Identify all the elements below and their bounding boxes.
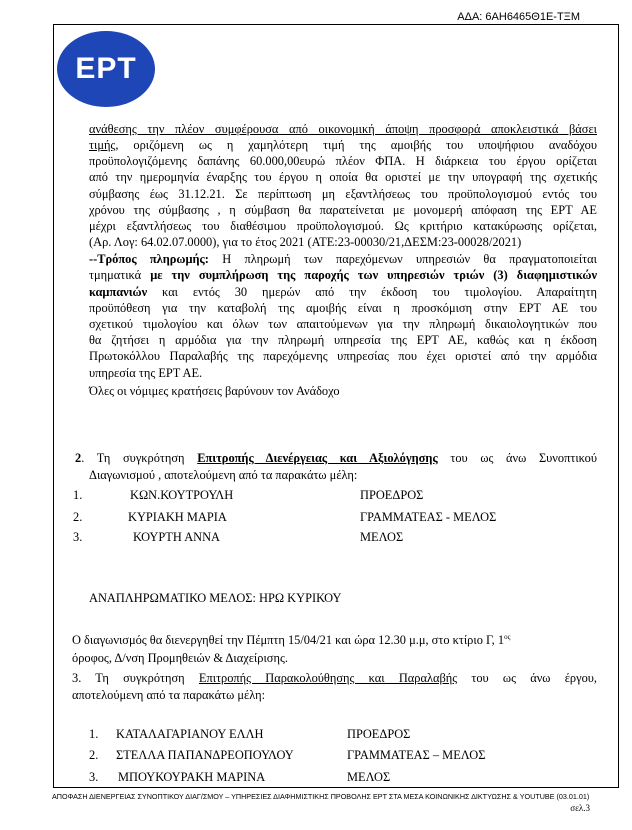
payment-line2: τμηματικά με την συμπλήρωση της παροχής των υπηρεσιών τριών (3) διαφημιστικών [89, 268, 597, 282]
payment-line8: υπηρεσία της ΕΡΤ ΑΕ. [89, 366, 203, 380]
section2-line2: Διαγωνισμού , αποτελούμενη από τα παρακάτω μέλη: [89, 468, 358, 482]
payment-line4: προϋπόθεση για την καταβολή της αμοιβής είναι η προσκόμιση στην ΕΡΤ ΑΕ του [89, 301, 597, 315]
s2-member-number: 3. [73, 530, 83, 544]
s2-member-name: ΚΥΡΙΑΚΗ ΜΑΡΙΑ [128, 510, 227, 524]
section3-line2: αποτελούμενη από τα παρακάτω μέλη: [72, 688, 266, 702]
para1-line8: (Αρ. Λογ: 64.02.07.0000), για το έτος 2021 (ΑΤΕ:23-00030/21,ΔΕΣΜ:23-00028/2021) [89, 235, 522, 249]
payment-line7: Πρωτοκόλλου Παραλαβής της παρεχόμενης υπηρεσίας που έχει οριστεί από την αρμόδια [89, 349, 597, 363]
para1-line5: σύμβασης έως 31.12.21. Σε περίπτωση μη εξαντλήσεως του προϋπολογισμού εντός του [89, 187, 597, 201]
s2-member-name: ΚΟΥΡΤΗ ΑΝΝΑ [133, 530, 220, 544]
para1-line2: τιμής, οριζόμενη ως η χαμηλότερη τιμή της αμοιβής του υποψήφιου αναδόχου [89, 138, 597, 152]
para1-line1: ανάθεσης την πλέον συμφέρουσα από οικονομική άποψη προσφορά αποκλειστικά βάσει [89, 122, 597, 136]
s3-member-name: ΜΠΟΥΚΟΥΡΑΚΗ ΜΑΡΙΝΑ [118, 770, 266, 784]
s3-member-number: 1. [89, 727, 99, 741]
s3-member-number: 3. [89, 770, 99, 784]
para1-line6: χρόνου της σύμβασης , η σύμβαση θα παρατείνεται με μονομερή απόφαση της ΕΡΤ ΑΕ [89, 203, 597, 217]
payment-line5: σχετικού τιμολογίου και όλων των απαιτούμενων για την πληρωμή δικαιολογητικών που [89, 317, 597, 331]
para1-line3: προϋπολογιζόμενης δαπάνης 60.000,00ευρώ πλέον ΦΠΑ. Η διάρκεια του έργου ορίζεται [89, 154, 597, 168]
para1-line7: μέχρι εξαντλήσεως του διαθέσιμου προϋπολογισμού. Ως κριτήριο κατακύρωσης ορίζεται, [89, 219, 597, 233]
payment-line9: Όλες οι νόμιμες κρατήσεις βαρύνουν τον Ανάδοχο [89, 384, 340, 398]
section3-line1: 3. Τη συγκρότηση Επιτροπής Παρακολούθησης και Παραλαβής του ως άνω έργου, [72, 671, 597, 685]
contest-line1: Ο διαγωνισμός θα διενεργηθεί την Πέμπτη 15/04/21 και ώρα 12.30 μ.μ, στο κτίριο Γ, $1^{o\varsigma}$ [72, 632, 511, 647]
s3-member-role: ΓΡΑΜΜΑΤΕΑΣ – ΜΕΛΟΣ [347, 748, 486, 762]
s3-member-name: ΣΤΕΛΛΑ ΠΑΠΑΝΔΡΕΟΠΟΥΛΟΥ [116, 748, 294, 762]
s2-member-number: 1. [73, 488, 83, 502]
payment-line3: καμπανιών και εντός 30 ημερών από την έκδοση του τιμολογίου. Απαραίτητη [89, 285, 597, 299]
ert-logo-text: ΕΡΤ [75, 52, 137, 85]
ada-code: ΑΔΑ: 6ΑΗ6465Θ1Ε-ΤΞΜ [457, 11, 580, 23]
ert-logo [57, 31, 155, 107]
contest-line2: όροφος, Δ/νση Προμηθειών & Διαχείρισης. [72, 651, 288, 665]
s2-member-role: ΓΡΑΜΜΑΤΕΑΣ - ΜΕΛΟΣ [360, 510, 497, 524]
payment-line1: --Τρόπος πληρωμής: Η πληρωμή των παρεχόμενων υπηρεσιών θα πραγματοποιείται [89, 252, 597, 266]
s3-member-role: ΜΕΛΟΣ [347, 770, 391, 784]
payment-line6: θα ζητήσει η αρμόδια για την πληρωμή υπηρεσία της ΕΡΤ ΑΕ, καθώς και η έκδοση [89, 333, 597, 347]
s2-member-role: ΠΡΟΕΔΡΟΣ [360, 488, 424, 502]
s3-member-role: ΠΡΟΕΔΡΟΣ [347, 727, 411, 741]
s2-member-role: ΜΕΛΟΣ [360, 530, 404, 544]
s2-member-number: 2. [73, 510, 83, 524]
para1-line4: από την ημερομηνία έναρξης του έργου η οποία θα οριστεί με την υπογραφή της σχετικής [89, 170, 597, 184]
s3-member-number: 2. [89, 748, 99, 762]
alternate-member: ΑΝΑΠΛΗΡΩΜΑΤΙΚΟ ΜΕΛΟΣ: ΗΡΩ ΚΥΡΙΚΟΥ [89, 591, 342, 605]
s2-member-name: ΚΩΝ.ΚΟΥΤΡΟΥΛΗ [130, 488, 234, 502]
s3-member-name: ΚΑΤΑΛΑΓΑΡΙΑΝΟΥ ΕΛΛΗ [116, 727, 264, 741]
section2-line1: 2. Τη συγκρότηση Επιτροπής Διενέργειας και Αξιολόγησης του ως άνω Συνοπτικού [75, 451, 597, 465]
page-number: σελ.3 [570, 803, 590, 813]
document-footer: ΑΠΟΦΑΣΗ ΔΙΕΝΕΡΓΕΙΑΣ ΣΥΝΟΠΤΙΚΟΥ ΔΙΑΓ/ΣΜΟΥ – ΥΠΗΡΕΣΙΕΣ ΔΙΑΦΗΜΙΣΤΙΚΗΣ ΠΡΟΒΟΛΗΣ ΕΡΤ ΣΤΑ ΜΕΣΑ ΚΟΙΝΩΝΙΚΗΣ ΔΙΚΤΥΩΣΗΣ & YOUTUBE (03.01.01) [52, 792, 590, 801]
